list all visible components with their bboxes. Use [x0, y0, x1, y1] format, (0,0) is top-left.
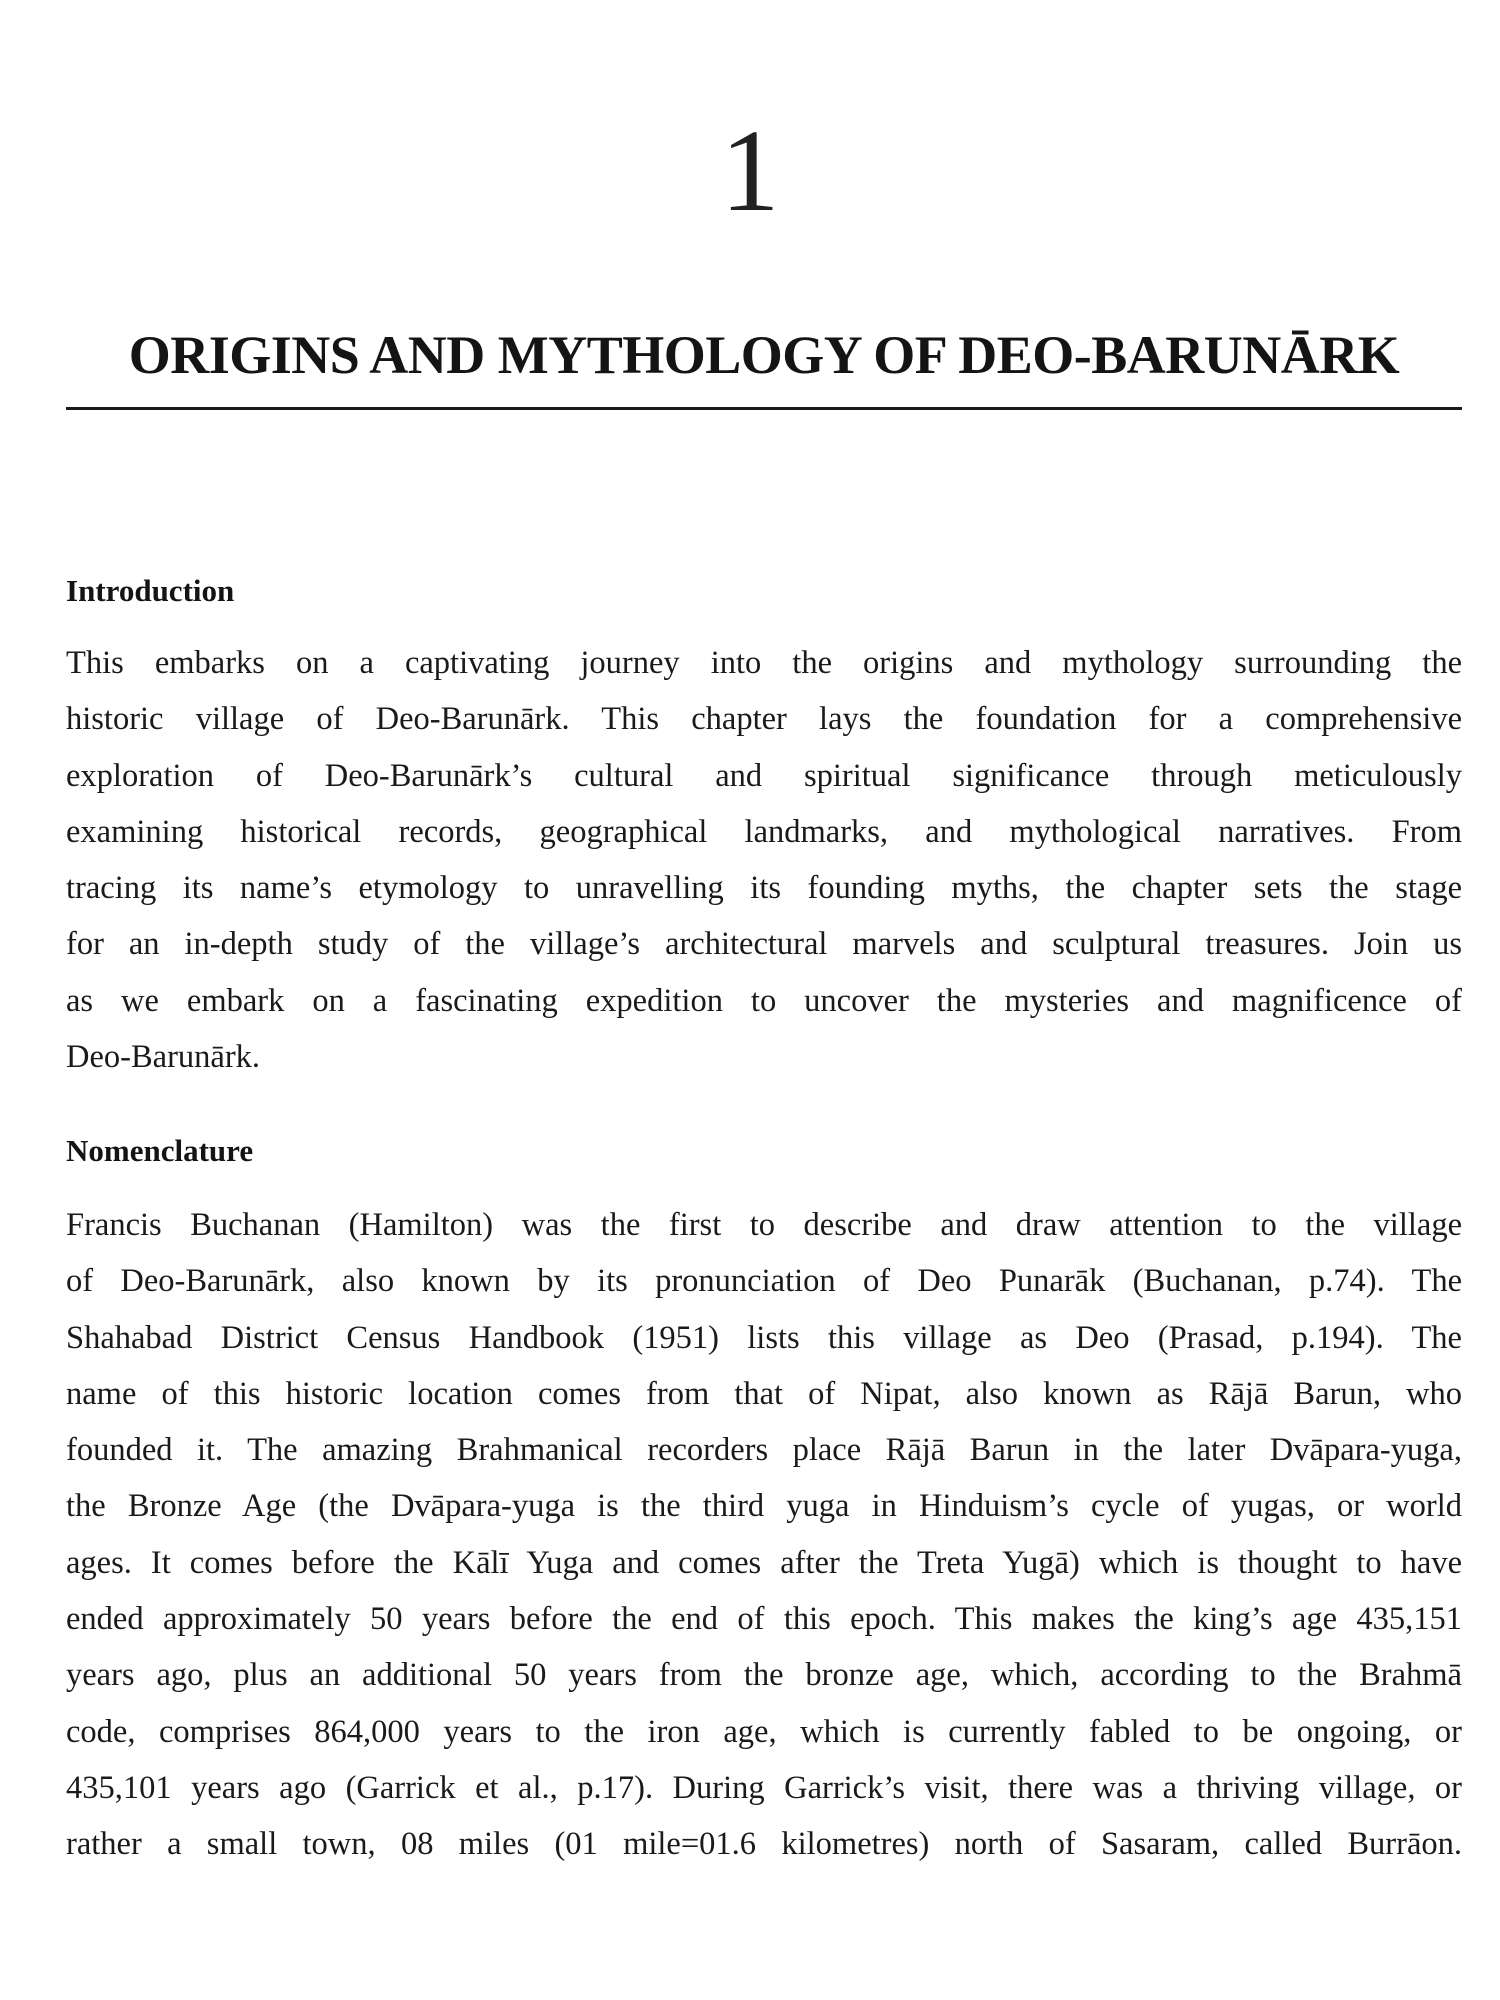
text-line: ended approximately 50 years before the end of this epoch. This makes the king’s age 435,151 — [66, 1601, 1462, 1638]
text-line: years ago, plus an additional 50 years from the bronze age, which, according to the Brahmā — [66, 1657, 1462, 1694]
chapter-number: 1 — [720, 105, 780, 236]
text-line: for an in-depth study of the village’s architectural marvels and sculptural treasures. Join us — [66, 926, 1462, 963]
text-line: code, comprises 864,000 years to the iron age, which is currently fabled to be ongoing, or — [66, 1713, 1462, 1750]
chapter-title: ORIGINS AND MYTHOLOGY OF DEO-BARUNĀRK — [128, 325, 1400, 385]
text-line: historic village of Deo-Barunārk. This chapter lays the foundation for a comprehensive — [66, 701, 1462, 738]
introduction-paragraph — [66, 635, 1462, 1085]
text-line: rather a small town, 08 miles (01 mile=01.6 kilometres) north of Sasaram, called Burrāon. — [66, 1826, 1462, 1863]
section-heading-nomenclature: Nomenclature — [66, 1133, 254, 1168]
text-line: This embarks on a captivating journey into the origins and mythology surrounding the — [66, 645, 1462, 681]
text-line: the Bronze Age (the Dvāpara-yuga is the third yuga in Hinduism’s cycle of yugas, or world — [66, 1488, 1462, 1525]
text-line: as we embark on a fascinating expedition to uncover the mysteries and magnificence of — [66, 982, 1462, 1019]
text-line: tracing its name’s etymology to unravelling its founding myths, the chapter sets the stage — [66, 870, 1462, 907]
text-line: Shahabad District Census Handbook (1951) lists this village as Deo (Prasad, p.194). The — [66, 1319, 1462, 1356]
title-divider — [66, 407, 1462, 410]
section-heading-introduction: Introduction — [66, 573, 235, 608]
text-line: founded it. The amazing Brahmanical recorders place Rājā Barun in the later Dvāpara-yuga, — [66, 1432, 1462, 1469]
text-line: exploration of Deo-Barunārk’s cultural and spiritual significance through meticulously — [66, 757, 1462, 794]
text-line: of Deo-Barunārk, also known by its pronunciation of Deo Punarāk (Buchanan, p.74). The — [66, 1263, 1462, 1300]
text-line: ages. It comes before the Kālī Yuga and comes after the Treta Yugā) which is thought to have — [66, 1544, 1462, 1581]
text-line: Deo-Barunārk. — [66, 1039, 261, 1076]
text-line: name of this historic location comes from that of Nipat, also known as Rājā Barun, who — [66, 1375, 1462, 1412]
text-line: Francis Buchanan (Hamilton) was the first to describe and draw attention to the village — [66, 1207, 1462, 1243]
text-line: examining historical records, geographical landmarks, and mythological narratives. From — [66, 813, 1462, 850]
text-line: 435,101 years ago (Garrick et al., p.17). During Garrick’s visit, there was a thriving village, or — [66, 1769, 1462, 1806]
nomenclature-paragraph — [66, 1197, 1462, 1873]
